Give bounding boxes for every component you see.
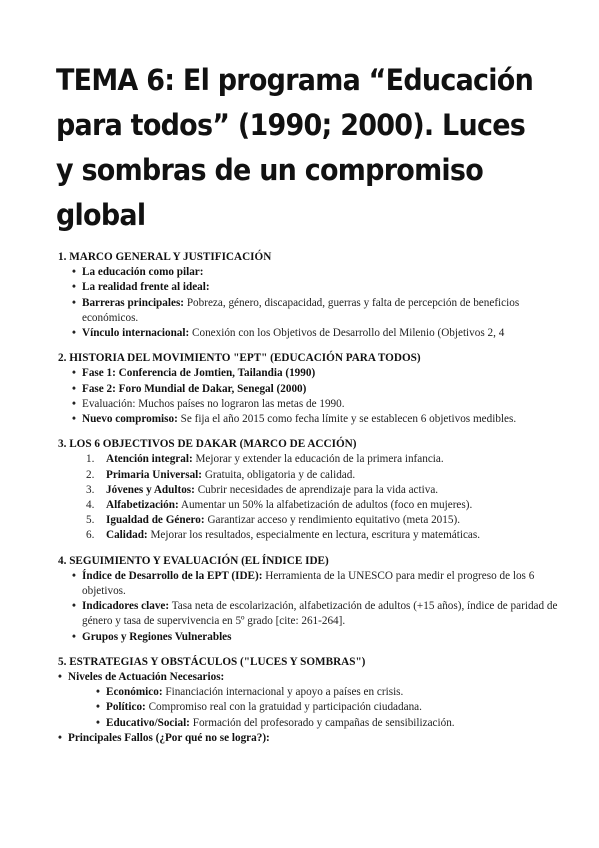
section-5-list — [58, 670, 558, 746]
section-4-list — [58, 569, 558, 645]
list-item: • Niveles de Actuación Necesarios: • Económico: Financiación internacional y apoyo a países en crisis. • Político: Compromiso real con la gratuidad y participación ciudadana. • Educativo/Social: Formación del profesorado y campañas de sensibilización. — [58, 670, 558, 731]
list-item: • Educativo/Social: Formación del profesorado y campañas de sensibilización. — [96, 716, 558, 731]
list-item: • Evaluación: Muchos países no lograron las metas de 1990. — [72, 397, 558, 412]
list-item: • Fase 2: Foro Mundial de Dakar, Senegal (2000) — [72, 382, 558, 397]
list-item: 5. Igualdad de Género: Garantizar acceso y rendimiento equitativo (meta 2015). — [86, 514, 460, 527]
section-heading-estrategias: 5. ESTRATEGIAS Y OBSTÁCULOS ("LUCES Y SOMBRAS") — [58, 655, 366, 668]
document-title: TEMA 6: El programa “Educación para todos” (1990; 2000). Luces y sombras de un compromiso global — [56, 63, 534, 232]
section-2-list — [58, 366, 558, 427]
section-heading-historia: 2. HISTORIA DEL MOVIMIENTO "EPT" (EDUCACIÓN PARA TODOS) — [58, 352, 421, 365]
list-item: • La educación como pilar: — [72, 265, 558, 280]
list-item: • Nuevo compromiso: Se fija el año 2015 como fecha límite y se establecen 6 objetivos medibles. — [72, 412, 558, 427]
list-item: • Grupos y Regiones Vulnerables — [72, 630, 558, 645]
section-heading-marco-general: 1. MARCO GENERAL Y JUSTIFICACIÓN — [58, 251, 272, 263]
list-item: • Económico: Financiación internacional y apoyo a países en crisis. — [96, 685, 558, 700]
list-item: • Índice de Desarrollo de la EPT (IDE): Herramienta de la UNESCO para medir el progreso de los 6 objetivos. — [72, 569, 558, 599]
list-item: 3. Jóvenes y Adultos: Cubrir necesidades de aprendizaje para la vida activa. — [86, 483, 439, 496]
section-3-numbered-list — [58, 452, 558, 543]
list-item: • Indicadores clave: Tasa neta de escolarización, alfabetización de adultos (+15 años), índice de paridad de género y tasa de supervivencia en 5º grado [cite: 261-264]. — [72, 599, 558, 629]
list-item: 1. Atención integral: Mejorar y extender la educación de la primera infancia. — [86, 453, 444, 466]
list-item: 4. Alfabetización: Aumentar un 50% la alfabetización de adultos (foco en mujeres). — [86, 499, 473, 512]
list-item: • Político: Compromiso real con la gratuidad y participación ciudadana. — [96, 700, 558, 715]
list-item: • Barreras principales: Pobreza, género, discapacidad, guerras y falta de percepción de beneficios económicos. — [72, 296, 558, 326]
section-5-sublist — [68, 685, 558, 731]
section-1-list — [58, 265, 558, 341]
list-item: • Principales Fallos (¿Por qué no se logra?): — [58, 731, 558, 746]
section-heading-seguimiento: 4. SEGUIMIENTO Y EVALUACIÓN (EL ÍNDICE IDE) — [58, 554, 329, 567]
list-item: 2. Primaria Universal: Gratuita, obligatoria y de calidad. — [86, 468, 356, 481]
section-heading-objetivos-dakar: 3. LOS 6 OBJECTIVOS DE DAKAR (MARCO DE ACCIÓN) — [58, 438, 357, 451]
list-item: • La realidad frente al ideal: — [72, 280, 558, 295]
list-item: 6. Calidad: Mejorar los resultados, especialmente en lectura, escritura y matemáticas. — [86, 529, 481, 542]
list-item: • Vínculo internacional: Conexión con los Objetivos de Desarrollo del Milenio (Objetivos 2, 4 — [72, 326, 558, 341]
document-body — [58, 250, 558, 746]
list-item: • Fase 1: Conferencia de Jomtien, Tailandia (1990) — [72, 366, 558, 381]
